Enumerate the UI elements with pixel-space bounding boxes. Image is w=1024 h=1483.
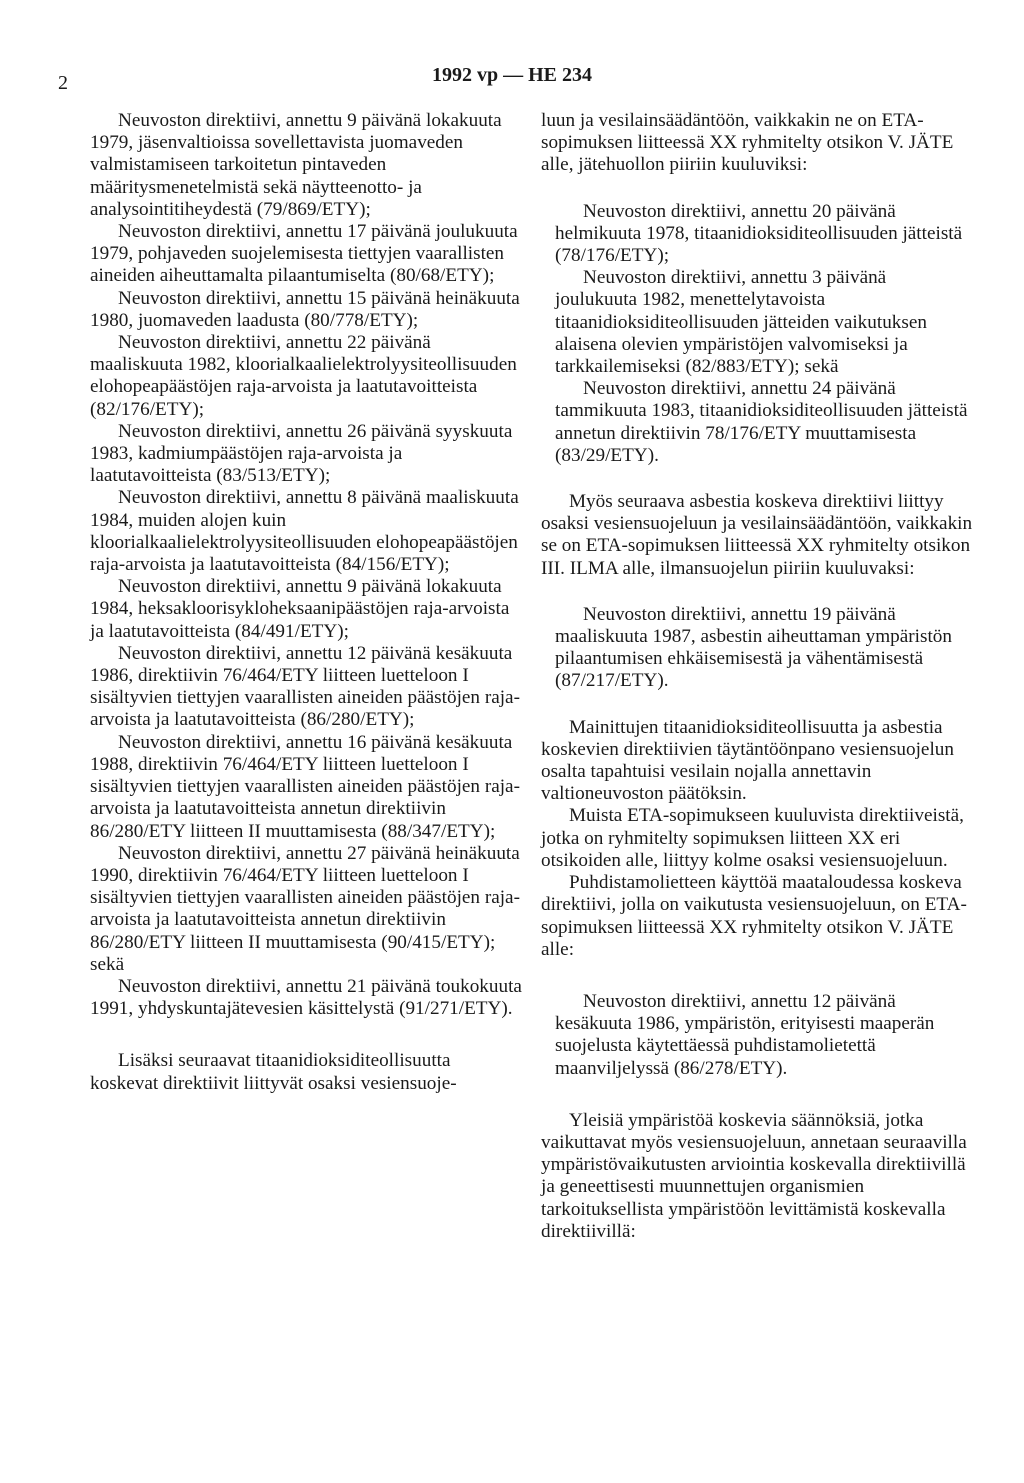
directive-item: Neuvoston direktiivi, annettu 27 päivänä heinäkuuta 1990, direktiivin 76/464/ETY liitteen luetteloon I sisältyvien tiettyjen vaarallisten aineiden päästöjen raja-arvoista ja laatutavoitteista annetun direktiivin 86/280/ETY liitteen II muuttamisesta (90/415/ETY); sekä: [90, 842, 520, 975]
directive-item: Neuvoston direktiivi, annettu 17 päivänä joulukuuta 1979, pohjaveden suojelemisesta tiettyjen vaarallisten aineiden aiheuttamalta pilaantumiselta (80/68/ETY);: [90, 221, 518, 287]
directive-item: Neuvoston direktiivi, annettu 8 päivänä maaliskuuta 1984, muiden alojen kuin kloorialkaalielektrolyysiteollisuuden elohopeapäästöjen raja-arvoista ja laatutavoitteista (84/156/ETY);: [90, 487, 519, 576]
directive-list: [90, 110, 522, 1020]
directive-item: Neuvoston direktiivi, annettu 12 päivänä kesäkuuta 1986, ympäristön, erityisesti maaperän suojelusta käytettäessä puhdistamolietettä maanviljelyssä (86/278/ETY).: [555, 990, 935, 1079]
directive-item: Neuvoston direktiivi, annettu 21 päivänä toukokuuta 1991, yhdyskuntajätevesien käsittelystä (91/271/ETY).: [90, 975, 522, 1020]
page-number: 2: [58, 72, 68, 94]
directive-item: Neuvoston direktiivi, annettu 3 päivänä joulukuuta 1982, menettelytavoista titaanidioksiditeollisuuden jätteiden vaikutuksen alaisena olevien ympäristöjen valvomiseksi ja tarkkailemiseksi (82/883/ETY); sekä: [555, 267, 927, 378]
directive-item: Neuvoston direktiivi, annettu 9 päivänä lokakuuta 1979, jäsenvaltioissa sovellettavista juomaveden valmistamiseen tarkoitetun pintaveden määritysmenetelmistä sekä näytteenotto- ja analysointitiheydestä (79/869/ETY);: [90, 110, 502, 220]
directive-list: [555, 991, 973, 1080]
right-column: [541, 110, 973, 1243]
left-column: [90, 110, 522, 1095]
body-paragraph: Yleisiä ympäristöä koskevia säännöksiä, jotka vaikuttavat myös vesiensuojeluun, annetaan seuraavilla ympäristövaikutusten arviointia koskevalla direktiivillä ja geneettisesti muunnettujen organismien tarkoituksellista ympäristöön levittämistä koskevalla direktiivillä:: [541, 1109, 967, 1242]
directive-item: Neuvoston direktiivi, annettu 24 päivänä tammikuuta 1983, titaanidioksiditeollisuuden jätteistä annetun direktiivin 78/176/ETY muuttamisesta (83/29/ETY).: [555, 378, 968, 466]
directive-item: Neuvoston direktiivi, annettu 19 päivänä maaliskuuta 1987, asbestin aiheuttaman ympäristön pilaantumisen ehkäisemisestä ja vähentämisestä (87/217/ETY).: [555, 603, 952, 692]
body-paragraph: luun ja vesilainsäädäntöön, vaikkakin ne on ETA-sopimuksen liitteessä XX ryhmitelty otsikon V. JÄTE alle, jätehuollon piiriin kuuluviksi:: [541, 110, 954, 176]
directive-list: [555, 604, 973, 693]
directive-list: [555, 201, 973, 467]
body-paragraph: Mainittujen titaanidioksiditeollisuutta ja asbestia koskevien direktiivien täytäntöönpano vesiensuojelun osalta tapahtuisi vesilain nojalla annettavin valtioneuvoston päätöksin.: [541, 716, 954, 805]
body-paragraph: Puhdistamolietteen käyttöä maataloudessa koskeva direktiivi, jolla on vaikutusta vesiensuojeluun, on ETA-sopimuksen liitteessä XX ryhmitelty otsikon V. JÄTE alle:: [541, 872, 967, 960]
body-paragraph: Myös seuraava asbestia koskeva direktiivi liittyy osaksi vesiensuojeluun ja vesilainsäädäntöön, vaikkakin se on ETA-sopimuksen liitteessä XX ryhmitelty otsikon III. ILMA alle, ilmansuojelun piiriin kuuluvaksi:: [541, 491, 973, 579]
running-head: 1992 vp — HE 234: [431, 64, 593, 86]
directive-item: Neuvoston direktiivi, annettu 12 päivänä kesäkuuta 1986, direktiivin 76/464/ETY liitteen luetteloon I sisältyvien tiettyjen vaarallisten aineiden päästöjen raja-arvoista ja laatutavoitteista (86/280/ETY);: [90, 642, 520, 731]
directive-item: Neuvoston direktiivi, annettu 20 päivänä helmikuuta 1978, titaanidioksiditeollisuuden jätteistä (78/176/ETY);: [555, 200, 963, 267]
body-paragraph: Muista ETA-sopimukseen kuuluvista direktiiveistä, jotka on ryhmitelty sopimuksen liitteen XX eri otsikoiden alle, liittyy kolme osaksi vesiensuojeluun.: [541, 805, 964, 871]
directive-item: Neuvoston direktiivi, annettu 15 päivänä heinäkuuta 1980, juomaveden laadusta (80/778/ETY);: [90, 287, 520, 331]
directive-item: Neuvoston direktiivi, annettu 22 päivänä maaliskuuta 1982, kloorialkaalielektrolyysiteollisuuden elohopeapäästöjen raja-arvoista ja laatutavoitteista (82/176/ETY);: [90, 332, 517, 420]
directive-item: Neuvoston direktiivi, annettu 26 päivänä syyskuuta 1983, kadmiumpäästöjen raja-arvoista ja laatutavoitteista (83/513/ETY);: [90, 420, 513, 487]
body-paragraph: Lisäksi seuraavat titaanidioksiditeollisuutta koskevat direktiivit liittyvät osaksi vesiensuoje-: [90, 1050, 457, 1094]
directive-item: Neuvoston direktiivi, annettu 9 päivänä lokakuuta 1984, heksakloorisykloheksaanipäästöjen raja-arvoista ja laatutavoitteista (84/491/ETY);: [90, 576, 510, 642]
directive-item: Neuvoston direktiivi, annettu 16 päivänä kesäkuuta 1988, direktiivin 76/464/ETY liitteen luetteloon I sisältyvien tiettyjen vaarallisten aineiden päästöjen raja-arvoista ja laatutavoitteista annetun direktiivin 86/280/ETY liitteen II muuttamisesta (88/347/ETY);: [90, 731, 520, 842]
